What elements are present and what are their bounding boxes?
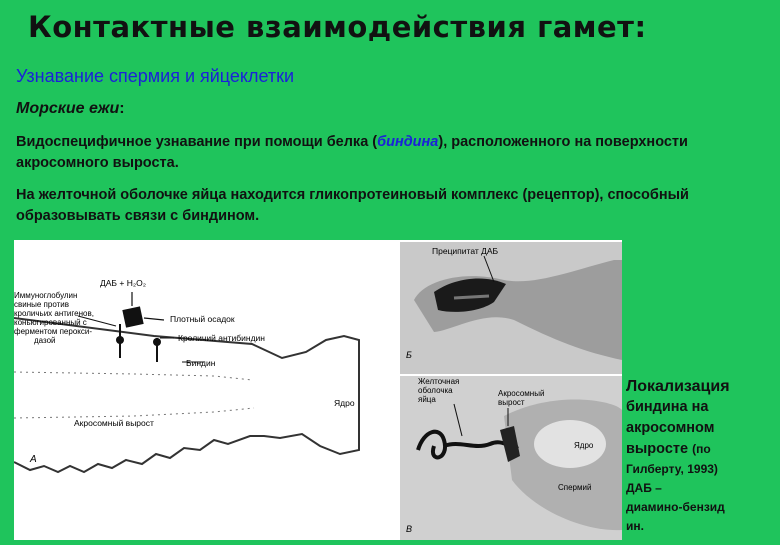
paragraph-bindin [16,132,756,174]
label-panel-a: А [30,454,37,465]
bindin-term: биндина [377,134,439,150]
micrograph-c-nucleus [534,420,606,468]
label-sediment: Плотный осадок [170,314,235,324]
label-immuno-6: дазой [34,336,56,345]
label-panel-c: В [406,524,413,534]
paragraph-bindin-before: Видоспецифичное узнавание при помощи белка ( [16,134,378,150]
caption-line-3: акросомном [626,420,715,436]
label-yolk-3: яйца [418,395,436,404]
label-dab: ДАБ + H₂O₂ [100,278,147,288]
process-core [454,296,489,298]
label-bindin: Биндин [186,358,216,368]
label-panel-b: Б [406,350,412,360]
arrow-line [144,318,164,320]
label-sperm: Спермий [558,483,592,492]
figure-illustration [14,240,622,540]
slide-title: Контактные взаимодействия гамет: [28,10,647,44]
label-acro-1: Акросомный [498,389,545,398]
section-heading-colon: : [119,100,125,117]
caption-line-7: ин. [626,519,644,533]
label-acrosomal-process: Акросомный вырост [74,418,154,428]
peroxidase-block [122,306,143,327]
section-heading-text: Морские ежи [16,100,120,117]
panel-b-micrograph [400,242,622,374]
inner-texture-line [14,372,252,380]
caption-line-6: диамино-бензид [626,500,725,514]
inner-texture-line [14,408,254,418]
label-immuno-4: коньюгированный с [14,318,87,327]
figure-panel [14,240,622,540]
panel-c-micrograph [400,376,622,540]
label-immuno-5: ферментом перокси- [14,327,92,336]
label-yolk-2: оболочка [418,386,453,395]
label-nucleus-c: Ядро [574,441,594,450]
label-immuno-3: кроличьих антигенов, [14,309,94,318]
caption-line-1: Локализация [626,378,730,395]
caption-line-2: биндина на [626,399,709,415]
label-yolk-1: Желточная [418,377,460,386]
figure-caption [626,376,776,536]
caption-line-5: ДАБ – [626,481,662,495]
paragraph-bindin-after: ), расположенного на поверхности акросомного выроста. [16,134,688,171]
label-acro-2: вырост [498,398,525,407]
label-precipitate: Преципитат ДАБ [432,246,499,256]
panel-a-diagram [14,278,359,472]
slide-subtitle: Узнавание спермия и яйцеклетки [16,66,295,86]
label-immuno-1: Иммуноглобулин [14,291,78,300]
label-immuno-2: свиные против [14,300,69,309]
caption-line-4 [626,439,776,460]
caption-ref-1: (по [692,442,711,456]
label-nucleus-a: Ядро [334,398,355,408]
section-heading [16,100,125,118]
label-rabbit: Кроличий антибиндин [178,333,265,343]
antibody-node [116,336,124,344]
caption-ref-2: Гилберту, 1993) [626,462,718,476]
paragraph-receptor: На желточной оболочке яйца находится гликопротеиновый комплекс (рецептор), способный образовывать связи с биндином. [16,187,689,224]
caption-line-4-text: выросте [626,441,689,457]
antibody-node [153,338,161,346]
